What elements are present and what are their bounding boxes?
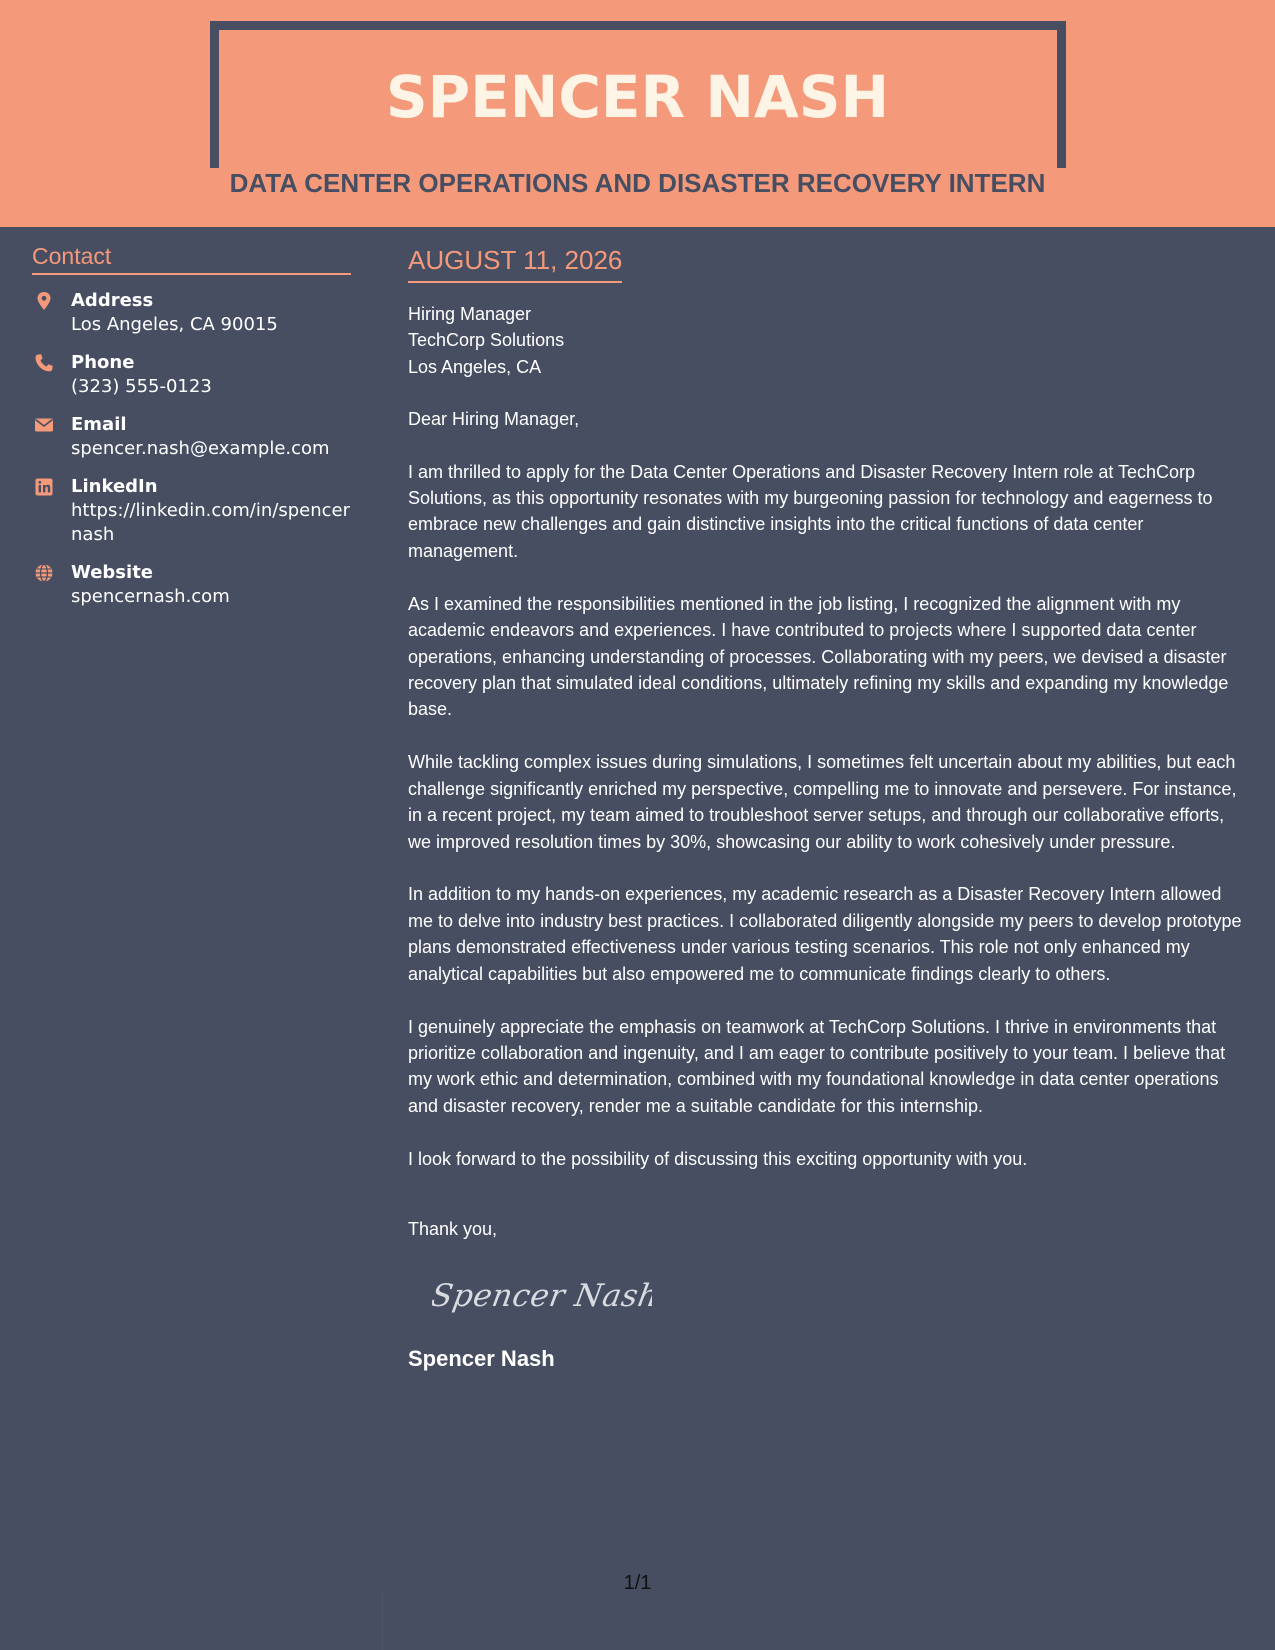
website-value[interactable]: spencernash.com bbox=[71, 586, 230, 607]
svg-text:Spencer Nash: Spencer Nash bbox=[432, 1278, 652, 1315]
map-pin-icon bbox=[34, 291, 54, 311]
handwritten-signature bbox=[432, 1270, 652, 1320]
recipient-line: Hiring Manager bbox=[408, 304, 532, 324]
contact-item-email bbox=[32, 413, 351, 461]
applicant-name: SPENCER NASH bbox=[385, 63, 890, 131]
linkedin-label: LinkedIn bbox=[71, 476, 158, 497]
linkedin-value[interactable]: https://linkedin.com/in/spencernash bbox=[71, 500, 350, 545]
contact-item-website bbox=[32, 561, 351, 609]
address-value: Los Angeles, CA 90015 bbox=[71, 314, 278, 335]
contact-sidebar bbox=[32, 242, 351, 623]
contact-item-linkedin bbox=[32, 475, 351, 547]
letter-paragraph: In addition to my hands-on experiences, my academic research as a Disaster Recovery Intern allowed me to delve into industry best practices. I collaborated diligently alongside my peers to develop prototype plans demonstrated effectiveness under various testing scenarios. This role not only enhanced my analytical capabilities but also empowered me to communicate findings clearly to others. bbox=[408, 884, 1242, 984]
letter-paragraph: I look forward to the possibility of discussing this exciting opportunity with you. bbox=[408, 1148, 1028, 1169]
website-label: Website bbox=[71, 562, 154, 583]
address-label: Address bbox=[71, 290, 154, 311]
recipient-line: TechCorp Solutions bbox=[408, 330, 565, 351]
letter-paragraphs bbox=[408, 459, 1250, 1172]
phone-value: (323) 555-0123 bbox=[71, 376, 212, 397]
letter-paragraph: I am thrilled to apply for the Data Center Operations and Disaster Recovery Intern role at TechCorp Solutions, as this opportunity resonates with my burgeoning passion for technology and eagerness to embrace new challenges and gain distinctive insights into the critical functions of data center management. bbox=[408, 461, 1213, 561]
recipient-block bbox=[408, 301, 1250, 380]
header-banner bbox=[0, 0, 1275, 227]
envelope-icon bbox=[34, 415, 54, 435]
linkedin-icon bbox=[34, 477, 54, 497]
salutation: Dear Hiring Manager, bbox=[408, 409, 580, 430]
closing: Thank you, bbox=[408, 1219, 498, 1240]
page-number: 1/1 bbox=[623, 1572, 652, 1594]
phone-icon bbox=[34, 353, 54, 373]
recipient-line: Los Angeles, CA bbox=[408, 356, 542, 377]
contact-item-phone bbox=[32, 351, 351, 399]
email-label: Email bbox=[71, 414, 127, 435]
contact-heading: Contact bbox=[32, 242, 351, 275]
letter-body bbox=[408, 244, 1250, 1373]
signer-name: Spencer Nash bbox=[408, 1346, 555, 1372]
letter-date: AUGUST 11, 2026 bbox=[408, 244, 622, 283]
contact-item-address bbox=[32, 289, 351, 337]
column-divider bbox=[382, 1590, 383, 1650]
letter-paragraph: While tackling complex issues during simulations, I sometimes felt uncertain about my abilities, but each challenge significantly enriched my perspective, compelling me to innovate and persevere. For instance, in a recent project, my team aimed to troubleshoot server setups, and through our collaborative efforts, we improved resolution times by 30%, showcasing our ability to work cohesively under pressure. bbox=[408, 752, 1237, 852]
globe-icon bbox=[34, 563, 54, 583]
letter-paragraph: As I examined the responsibilities mentioned in the job listing, I recognized the alignment with my academic endeavors and experiences. I have contributed to projects where I supported data center operations, enhancing understanding of processes. Collaborating with my peers, we devised a disaster recovery plan that simulated ideal conditions, ultimately refining my skills and expanding my knowledge base. bbox=[408, 593, 1229, 720]
email-value: spencer.nash@example.com bbox=[71, 438, 330, 459]
phone-label: Phone bbox=[71, 352, 135, 373]
job-title: DATA CENTER OPERATIONS AND DISASTER RECOVERY INTERN bbox=[229, 168, 1046, 198]
letter-paragraph: I genuinely appreciate the emphasis on teamwork at TechCorp Solutions. I thrive in environments that prioritize collaboration and ingenuity, and I am eager to contribute positively to your team. I believe that my work ethic and determination, combined with my foundational knowledge in data center operations and disaster recovery, render me a suitable candidate for this internship. bbox=[408, 1016, 1226, 1116]
